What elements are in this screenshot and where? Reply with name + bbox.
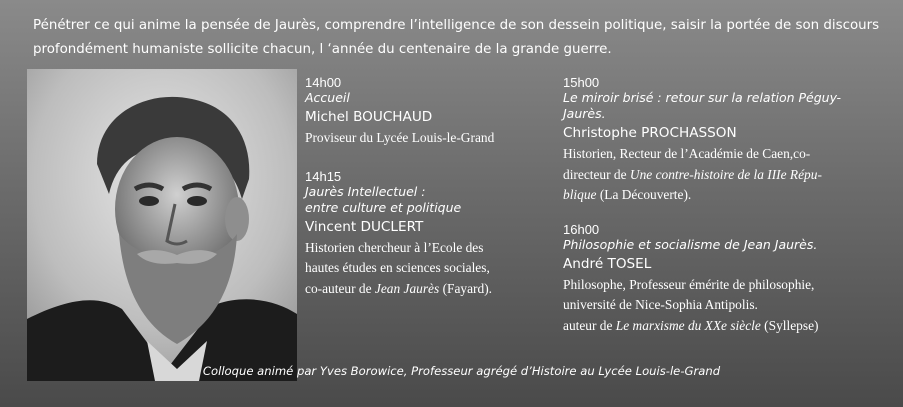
intro-paragraph [33,14,883,62]
session-time: 15h00 [563,75,600,90]
intro-line-1: Pénétrer ce qui anime la pensée de Jaurès, comprendre l’intelligence de son dessein politique, saisir la portée de son discours [33,18,880,33]
session-time: 14h00 [305,75,342,90]
session-1600 [563,222,863,337]
session-title: Jaurès. [563,106,606,121]
portrait-illustration [27,69,297,381]
speaker-description: Proviseur du Lycée Louis-le-Grand [305,130,495,145]
program-column-right [563,75,863,336]
speaker-name: Christophe PROCHASSON [563,125,737,141]
session-title: Jaurès Intellectuel : [305,183,426,199]
speaker-name: André TOSEL [563,255,652,272]
speaker-description: Historien chercheur à l’Ecole des hautes études en sciences sociales, co-auteur de Jean Jaurès (Fayard). [305,239,493,296]
session-1400 [305,75,555,149]
session-title: entre culture et politique [305,199,462,215]
speaker-description: Historien, Recteur de l’Académie de Caen,co- directeur de Une contre-histoire de la IIIe Répu- blique (La Découverte). [563,146,822,202]
footer-moderator-note: Colloque animé par Yves Borowice, Professeur agrégé d’Histoire au Lycée Louis-le-Grand [202,364,721,378]
portrait-photo [27,69,297,381]
session-time: 14h15 [305,168,342,184]
session-title: Le miroir brisé : retour sur la relation Péguy- [563,90,842,105]
session-title: Accueil [305,90,350,105]
speaker-name: Vincent DUCLERT [305,218,424,235]
session-1500 [563,75,863,206]
session-title: Philosophie et socialisme de Jean Jaurès. [563,236,818,252]
session-1415 [305,169,555,300]
session-time: 16h00 [563,221,600,237]
intro-line-2: profondément humaniste sollicite chacun, l ‘année du centenaire de la grande guerre. [33,42,612,57]
program-column-left [305,75,555,299]
speaker-description: Philosophe, Professeur émérite de philosophie, université de Nice-Sophia Antipolis. auteur de Le marxisme du XXe siècle (Syllepse) [563,276,819,333]
speaker-name: Michel BOUCHAUD [305,109,433,125]
